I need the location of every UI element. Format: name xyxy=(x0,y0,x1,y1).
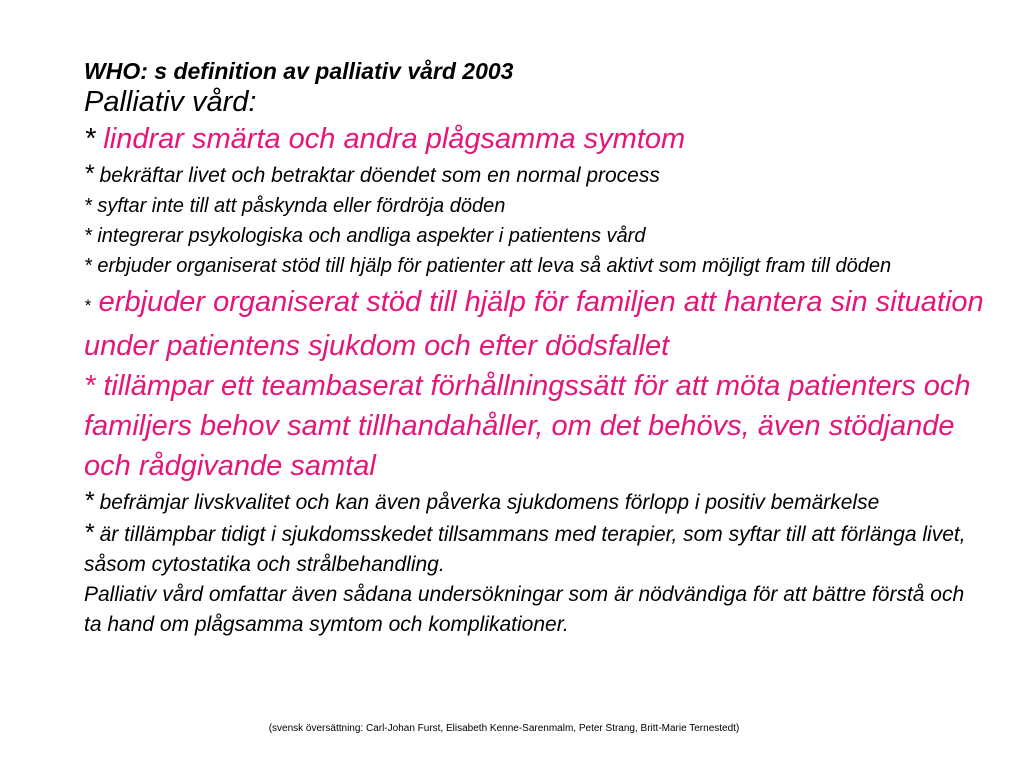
translation-credit: (svensk översättning: Carl-Johan Furst, Elisabeth Kenne-Sarenmalm, Peter Strang, Britt-Marie Ternestedt) xyxy=(268,723,740,734)
bullet-star: * xyxy=(84,225,92,247)
list-item xyxy=(84,251,984,282)
list-item xyxy=(84,191,984,221)
list-item xyxy=(84,282,984,366)
list-item xyxy=(84,221,984,251)
list-item-text: befrämjar livskvalitet och kan även påverka sjukdomens förlopp i positiv bemärkelse xyxy=(93,491,880,514)
bullet-star: * xyxy=(84,487,94,515)
bullet-star: * xyxy=(84,195,92,217)
list-item xyxy=(84,486,984,518)
list-item-text: bekräftar livet och betraktar döendet som en normal process xyxy=(93,164,660,187)
list-item-text: erbjuder organiserat stöd till hjälp för familjen att hantera sin situation under patientens sjukdom och efter dödsfallet xyxy=(84,286,984,362)
bullet-star: * xyxy=(84,123,96,155)
list-item-text: integrerar psykologiska och andliga aspekter i patientens vård xyxy=(91,225,646,247)
bullet-star: * xyxy=(84,255,92,277)
list-item xyxy=(84,119,984,159)
list-item xyxy=(84,159,984,191)
closing-paragraph: Palliativ vård omfattar även sådana undersökningar som är nödvändiga för att bättre förstå och ta hand om plågsamma symtom och komplikationer. xyxy=(84,583,965,636)
list-item-text: lindrar smärta och andra plågsamma symtom xyxy=(95,123,686,155)
slide-content xyxy=(84,56,984,640)
slide-title: WHO: s definition av palliativ vård 2003 xyxy=(84,58,514,84)
bullet-star: * xyxy=(84,296,91,315)
list-item-text: tillämpar ett teambaserat förhållningssätt för att möta patienters och familjers behov samt tillhandahåller, om det behövs, även stödjande och rådgivande samtal xyxy=(84,370,971,482)
bullet-star: * xyxy=(84,519,94,547)
list-item xyxy=(84,518,984,580)
slide-subtitle: Palliativ vård: xyxy=(84,86,257,118)
list-item-text: syftar inte till att påskynda eller fördröja döden xyxy=(91,195,506,217)
list-item xyxy=(84,366,984,486)
bullet-star: * xyxy=(84,370,96,402)
bullet-star: * xyxy=(84,160,94,188)
list-item-text: är tillämpbar tidigt i sjukdomsskedet tillsammans med terapier, som syftar till att förlänga livet, såsom cytostatika och strålbehandling. xyxy=(84,523,966,576)
list-item-text: erbjuder organiserat stöd till hjälp för patienter att leva så aktivt som möjligt fram till döden xyxy=(91,255,892,277)
